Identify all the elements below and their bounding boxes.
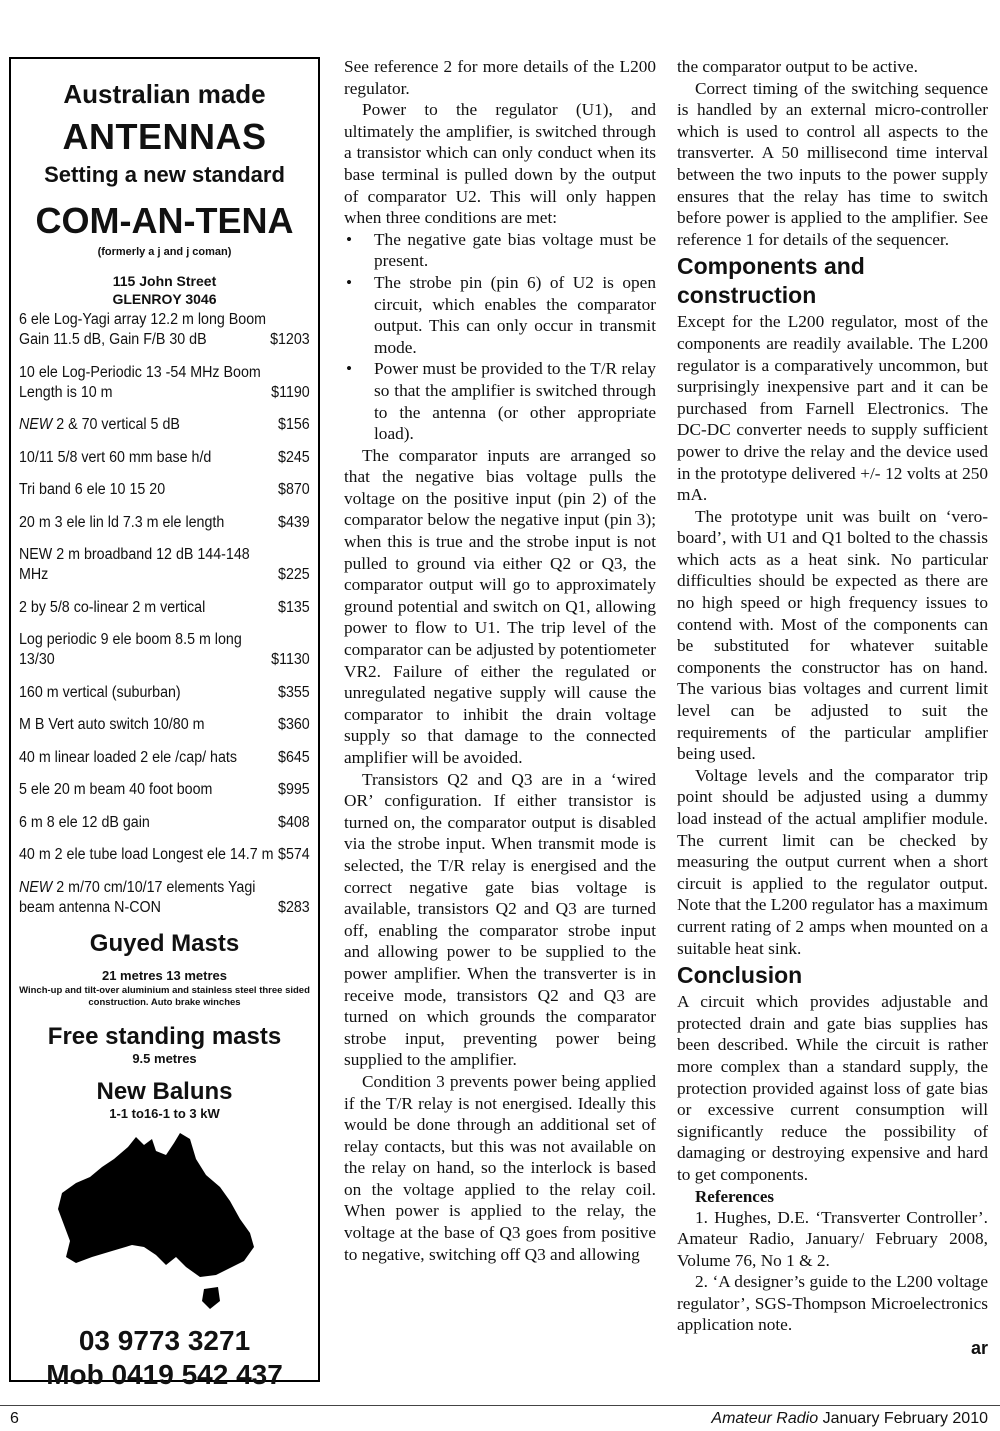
baluns-title: New Baluns: [96, 1078, 233, 1105]
paragraph: Power to the regulator (U1), and ultimately the amplifier, is switched through a transistor which can only conduct when its base terminal is pulled down by the output of comparator U2. This will only happen when three conditions are met:: [344, 100, 656, 228]
issue-date: January February 2010: [822, 1410, 988, 1427]
price-list-item: [19, 748, 310, 768]
ad-phone: 03 9773 3271: [78, 1325, 251, 1356]
article-column-right: [677, 56, 988, 1360]
item-description: 20 m 3 ele lin ld 7.3 m ele length: [19, 513, 225, 531]
price-list-item: [19, 845, 310, 865]
item-description: M B Vert auto switch 10/80 m: [19, 716, 205, 733]
item-description-text: 2 & 70 vertical 5 dB: [52, 416, 180, 433]
article-end-mark: ar: [970, 1338, 988, 1359]
item-price: $245: [278, 448, 310, 466]
item-price: $1130: [271, 651, 310, 668]
new-label: NEW: [19, 878, 53, 896]
reference-item: 2. ‘A designer’s guide to the L200 voltage regulator’, SGS-Thompson Microelectronics application note.: [677, 1272, 988, 1335]
price-list-item: [19, 310, 310, 350]
item-description: 5 ele 20 m beam 40 foot boom: [19, 781, 213, 798]
item-price: $1190: [271, 383, 310, 401]
price-list-item: [19, 715, 310, 735]
ad-address: [11, 272, 318, 308]
item-description: 40 m 2 ele tube load Longest ele 14.7 m: [19, 846, 274, 863]
publication-footer: [711, 1410, 988, 1428]
section-heading-conclusion: Conclusion: [677, 962, 803, 989]
article-column-middle: [344, 56, 656, 1265]
paragraph: Correct timing of the switching sequence is handled by an external micro-controller which is used to control all aspects to the transverter. A 50 millisecond time interval between the two inputs to the power supply ensures that the relay has time to switch before power is applied to the amplifier. See reference 1 for details of the sequencer.: [677, 78, 988, 249]
item-description: 40 m linear loaded 2 ele /cap/ hats: [19, 748, 238, 766]
item-price: $1203: [270, 331, 310, 348]
ad-line-antennas: ANTENNAS: [62, 116, 267, 157]
guyed-masts-sizes: 21 metres 13 metres: [101, 968, 228, 983]
item-description: 6 ele Log-Yagi array 12.2 m long Boom Gain 11.5 dB, Gain F/B 30 dB: [19, 311, 267, 348]
item-price: $995: [278, 781, 310, 798]
item-price: $574: [278, 846, 310, 863]
item-description: 10 ele Log-Periodic 13 -54 MHz Boom Length is 10 m: [19, 363, 261, 401]
paragraph: See reference 2 for more details of the L200 regulator.: [344, 57, 656, 98]
section-heading-components: Components and construction: [677, 253, 865, 309]
item-description: [19, 878, 278, 918]
ad-formerly: (formerly a j and j coman): [97, 246, 232, 258]
item-description-text: 2 m/70 cm/10/17 elements Yagi beam antenna N-CON: [19, 878, 256, 916]
item-price: $645: [278, 748, 310, 766]
paragraph: A circuit which provides adjustable and protected drain and gate bias supplies has been described. While the circuit is rather more complex than a standard supply, the protection provided against loss of gate bias or excessive current consumption will significantly reduce the possibility of damaging or destroying expensive and hard to get components.: [677, 992, 988, 1184]
price-list-item: [19, 683, 310, 703]
free-standing-size: 9.5 metres: [132, 1051, 197, 1066]
guyed-masts-description: Winch-up and tilt-over aluminium and stainless steel three sided construction. Auto brake winches: [19, 985, 310, 1008]
item-description: 160 m vertical (suburban): [19, 683, 181, 701]
price-list-item: [19, 415, 310, 435]
item-description: 2 by 5/8 co-linear 2 m vertical: [19, 598, 206, 616]
ad-brand-name: COM-AN-TENA: [35, 200, 294, 241]
item-description: NEW 2 m broadband 12 dB 144-148 MHz: [19, 546, 250, 583]
magazine-name: Amateur Radio: [711, 1410, 819, 1427]
item-price: $870: [278, 481, 310, 498]
ad-price-list: [19, 310, 310, 918]
paragraph: Condition 3 prevents power being applied if the T/R relay is not energised. Ideally this would be done through an additional set of relay contacts, but this was not available on the relay on hand, so the interlock is based on the voltage applied to the relay coil. When power is applied to the relay, the voltage at the base of Q3 goes from positive to negative, switching off Q3 and allowing: [344, 1071, 656, 1264]
paragraph: The prototype unit was built on ‘vero-board’, with U1 and Q1 bolted to the chassis which acts as a heat sink. No particular difficulties should be expected as there are no high speed or high frequency issues to contend with. Most of the components can be substituted for whatever suitable components the constructor has on hand. The various bias voltages and current limit level can be adjusted to suit the requirements of the particular amplifier being used.: [677, 506, 988, 764]
paragraph: The comparator inputs are arranged so that the negative bias voltage pulls the voltage on the positive input (pin 2) of the comparator below the negative input (pin 3); when this is true and the strobe input is not pulled to ground via either Q2 or Q3, the comparator output will go to approximately ground potential and switch on Q1, allowing power to flow to U1. The trip level of the comparator can be adjusted by potentiometer VR2. Failure of either the regulated or unregulated negative supply will cause the comparator to inhibit the drain voltage supply so that damage to the connected amplifier will be avoided.: [344, 445, 656, 767]
paragraph: Except for the L200 regulator, most of the components are readily available. The L200 regulator is a comparatively uncommon, but surprisingly inexpensive part and it can be purchased from Farnell Electronics. The DC-DC converter needs to supply sufficient power to drive the relay and the device used in the prototype delivered +/- 12 volts at 250 mA.: [677, 312, 988, 505]
list-item: • The strobe pin (pin 6) of U2 is open circuit, which enables the comparator output. This can only occur in transmit mode.: [344, 272, 656, 358]
price-list-item: [19, 780, 310, 800]
ad-line-tagline: Setting a new standard: [44, 162, 285, 187]
ad-mobile: Mob 0419 542 437: [46, 1359, 283, 1390]
ad-suburb: GLENROY 3046: [112, 291, 217, 307]
item-description: 10/11 5/8 vert 60 mm base h/d: [19, 448, 212, 466]
item-description: [19, 415, 278, 435]
item-price: $439: [278, 513, 310, 531]
ad-header: [11, 79, 318, 308]
price-list-item: [19, 813, 310, 833]
australia-map-icon: [40, 1129, 290, 1319]
antenna-advertisement: [9, 57, 320, 1390]
price-list-item: [19, 513, 310, 533]
item-description: 6 m 8 ele 12 dB gain: [19, 813, 150, 831]
item-price: $355: [278, 683, 310, 701]
price-list-item: [19, 598, 310, 618]
price-list-item: [19, 480, 310, 500]
price-list-item: [19, 545, 310, 585]
baluns-ratings: 1-1 to16-1 to 3 kW: [109, 1106, 220, 1121]
item-description: Tri band 6 ele 10 15 20: [19, 481, 166, 498]
free-standing-title: Free standing masts: [47, 1023, 282, 1050]
item-price: $135: [278, 598, 310, 616]
price-list-item: [19, 878, 310, 918]
list-item: • Power must be provided to the T/R relay so that the amplifier is switched through to the antenna (or other appropriate load).: [344, 358, 656, 444]
price-list-item: [19, 630, 310, 670]
item-description: Log periodic 9 ele boom 8.5 m long 13/30: [19, 631, 242, 668]
conditions-list: [344, 229, 656, 445]
item-price: $156: [278, 416, 310, 433]
new-label: NEW: [19, 416, 53, 433]
item-price: $360: [278, 716, 310, 733]
reference-item: 1. Hughes, D.E. ‘Transverter Controller’. Amateur Radio, January/ February 2008, Volume 76, No 1 & 2.: [677, 1207, 988, 1270]
ad-masts-section: [11, 930, 318, 1391]
references-heading: References: [695, 1186, 774, 1206]
list-item: • The negative gate bias voltage must be present.: [344, 229, 656, 272]
ad-street: 115 John Street: [112, 273, 217, 289]
item-price: $408: [278, 813, 310, 831]
price-list-item: [19, 448, 310, 468]
footer-divider: [0, 1405, 1000, 1406]
paragraph: the comparator output to be active.: [677, 57, 918, 76]
paragraph: Transistors Q2 and Q3 are in a ‘wired OR’ configuration. If either transistor is turned on, the comparator output is disabled via the strobe input. When transmit mode is selected, the T/R relay is energised and the correct negative gate bias voltage is available, transistors Q2 and Q3 are turned off, enabling the comparator strobe input and allowing power to be supplied to the power amplifier. When the transverter is in receive mode, transistors Q2 and Q3 are turned on which grounds the comparator strobe input, preventing power being supplied to the amplifier.: [344, 769, 656, 1070]
item-price: $283: [278, 898, 310, 916]
paragraph: Voltage levels and the comparator trip point should be adjusted using a dummy load instead of the actual amplifier module. The current limit can be checked by measuring the output current when a short circuit is applied to the regulator output. Note that the L200 regulator has a maximum current rating of 2 amps when mounted on a suitable heat sink.: [677, 765, 988, 958]
item-price: $225: [278, 566, 310, 583]
page-number: 6: [10, 1410, 19, 1427]
ad-line-australian-made: Australian made: [63, 79, 266, 109]
price-list-item: [19, 363, 310, 403]
guyed-masts-title: Guyed Masts: [89, 930, 240, 957]
